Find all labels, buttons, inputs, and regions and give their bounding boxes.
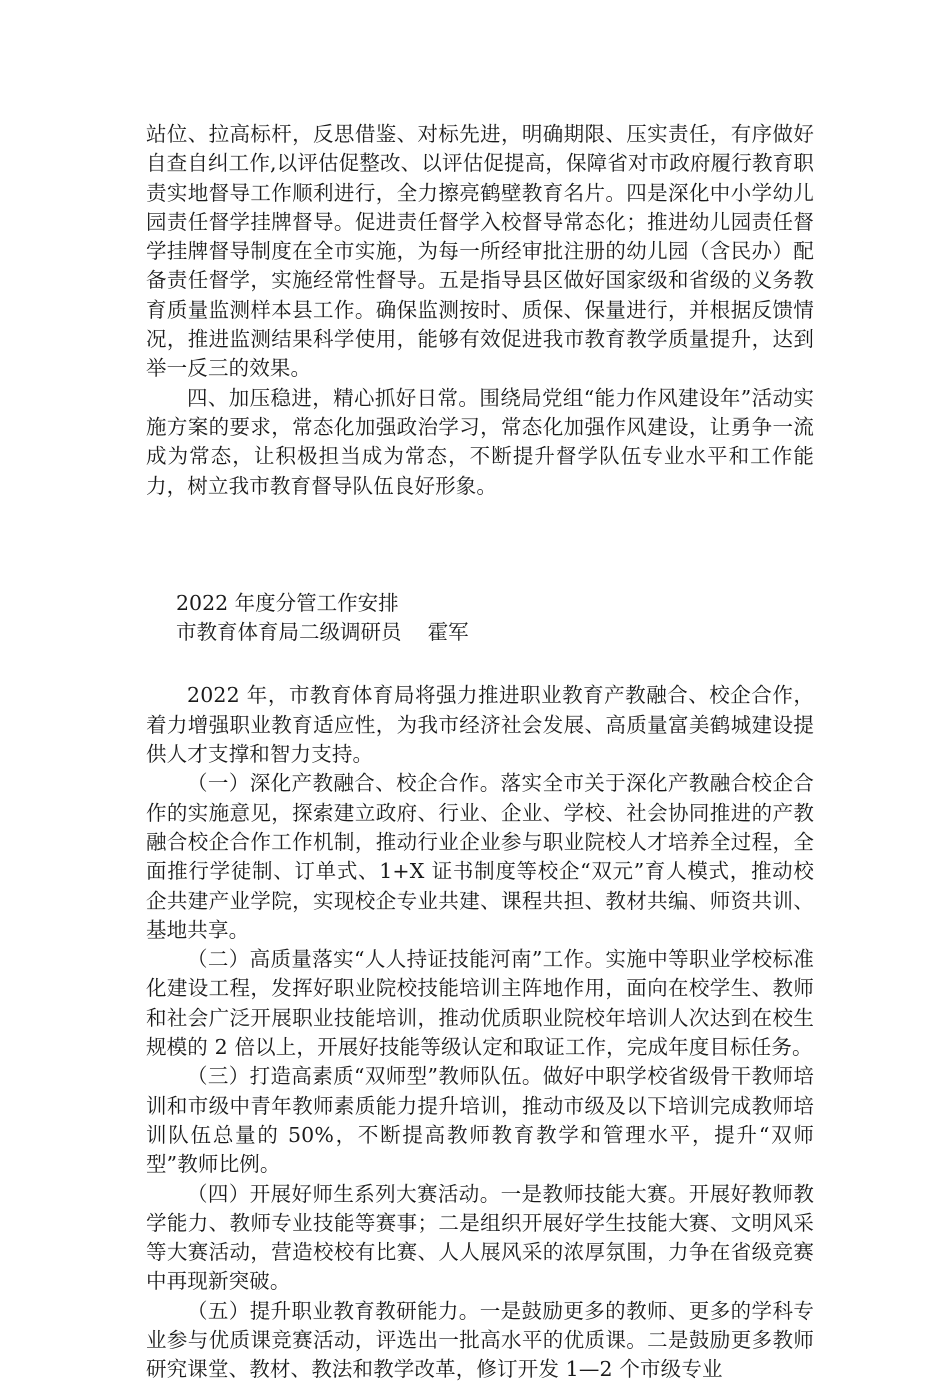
body-paragraph: （四）开展好师生系列大赛活动。一是教师技能大赛。开展好教师教学能力、教师专业技能等赛事；二是组织开展好学生技能大赛、文明风采等大赛活动，营造校校有比赛、人人展风采的浓厚氛围，力争在省级竞赛中再现新突破。 xyxy=(146,1181,814,1294)
body-paragraph: （三）打造高素质“双师型”教师队伍。做好中职学校省级骨干教师培训和市级中青年教师素质能力提升培训，推动市级及以下培训完成教师培训队伍总量的 50%，不断提高教师教育教学和管理水平，提升“双师型”教师比例。 xyxy=(146,1064,814,1177)
section-title: 2022 年度分管工作安排 xyxy=(176,590,399,615)
section-heading xyxy=(146,589,814,648)
body-paragraph: 2022 年，市教育体育局将强力推进职业教育产教融合、校企合作，着力增强职业教育适应性，为我市经济社会发展、高质量富美鹤城建设提供人才支撑和智力支持。 xyxy=(146,683,814,767)
section-spacer xyxy=(146,501,814,589)
body-paragraph: （五）提升职业教育教研能力。一是鼓励更多的教师、更多的学科专业参与优质课竞赛活动，评选出一批高水平的优质课。二是鼓励更多教师研究课堂、教材、教法和教学改革，修订开发 1—2 个市级专业 xyxy=(146,1298,814,1382)
body-paragraph: （二）高质量落实“人人持证技能河南”工作。实施中等职业学校标准化建设工程，发挥好职业院校技能培训主阵地作用，面向在校学生、教师和社会广泛开展职业技能培训，推动优质职业院校年培训人次达到在校生规模的 2 倍以上，开展好技能等级认定和取证工作，完成年度目标任务。 xyxy=(146,947,814,1060)
document-page xyxy=(146,120,814,1385)
body-paragraph: 站位、拉高标杆，反思借鉴、对标先进，明确期限、压实责任，有序做好自查自纠工作,以评估促整改、以评估促提高，保障省对市政府履行教育职责实地督导工作顺利进行，全力擦亮鹤壁教育名片。四是深化中小学幼儿园责任督学挂牌督导。促进责任督学入校督导常态化；推进幼儿园责任督学挂牌督导制度在全市实施，为每一所经审批注册的幼儿园（含民办）配备责任督学，实施经常性督导。五是指导县区做好国家级和省级的义务教育质量监测样本县工作。确保监测按时、质保、保量进行，并根据反馈情况，推进监测结果科学使用，能够有效促进我市教育教学质量提升，达到举一反三的效果。 xyxy=(146,122,814,381)
section-spacer xyxy=(146,647,814,681)
author-line: 市教育体育局二级调研员 霍军 xyxy=(176,620,469,645)
body-paragraph: 四、加压稳进，精心抓好日常。围绕局党组“能力作风建设年”活动实施方案的要求，常态化加强政治学习，常态化加强作风建设，让勇争一流成为常态，让积极担当成为常态，不断提升督学队伍专业水平和工作能力，树立我市教育督导队伍良好形象。 xyxy=(146,385,814,498)
body-paragraph: （一）深化产教融合、校企合作。落实全市关于深化产教融合校企合作的实施意见，探索建立政府、行业、企业、学校、社会协同推进的产教融合校企合作工作机制，推动行业企业参与职业院校人才培养全过程，全面推行学徒制、订单式、1+X 证书制度等校企“双元”育人模式，推动校企共建产业学院，实现校企专业共建、课程共担、教材共编、师资共训、基地共享。 xyxy=(146,771,814,942)
